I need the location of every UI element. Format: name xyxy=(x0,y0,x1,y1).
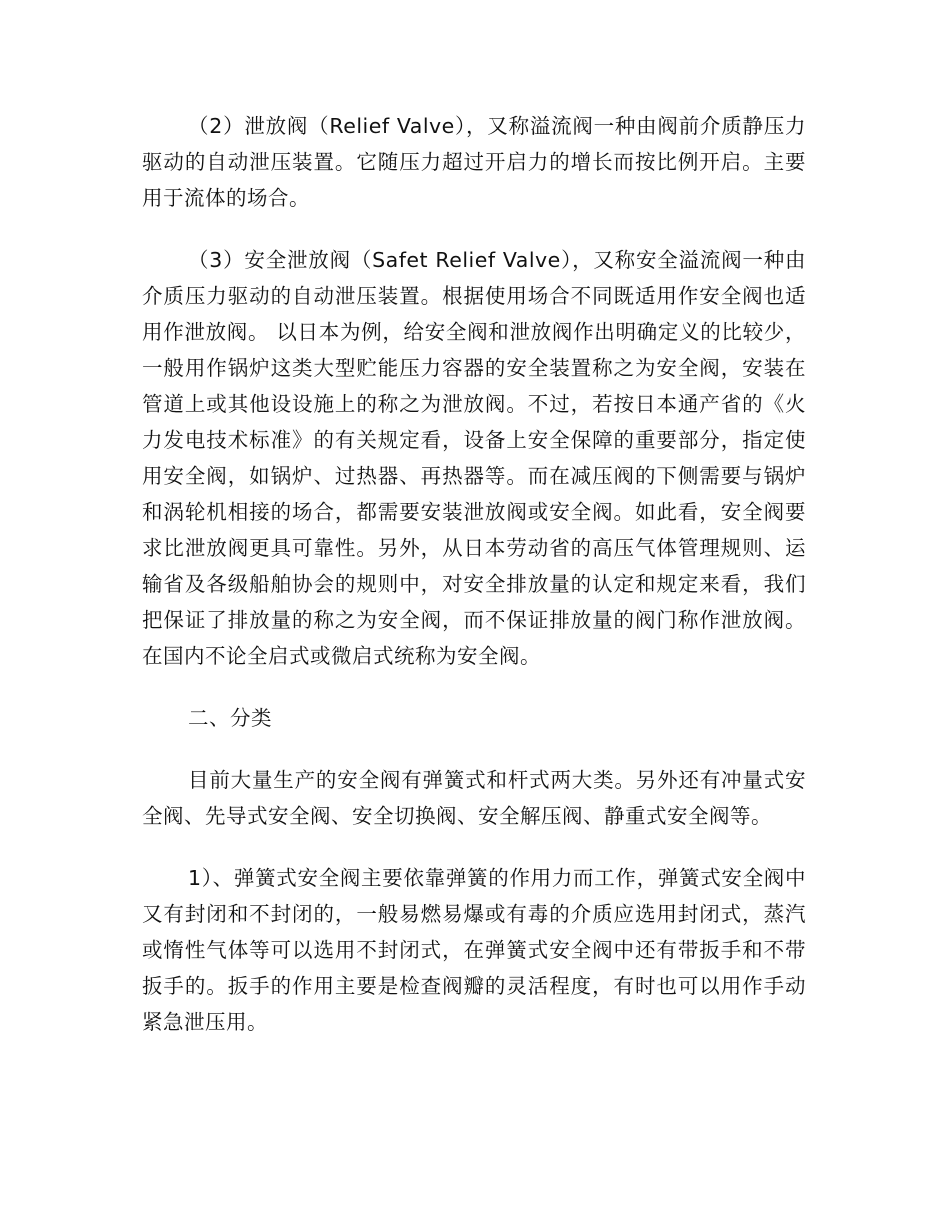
paragraph-relief-valve: （2）泄放阀（Relief Valve），又称溢流阀一种由阀前介质静压力驱动的自动泄压装置。它随压力超过开启力的增长而按比例开启。主要用于流体的场合。 xyxy=(142,114,806,210)
document-page xyxy=(142,108,806,1040)
paragraph-spring-safety-valve: 1）、弹簧式安全阀主要依靠弹簧的作用力而工作，弹簧式安全阀中又有封闭和不封闭的，一般易燃易爆或有毒的介质应选用封闭式，蒸汽或惰性气体等可以选用不封闭式，在弹簧式安全阀中还有带扳手和不带扳手的。扳手的作用主要是检查阀瓣的灵活程度，有时也可以用作手动紧急泄压用。 xyxy=(142,866,806,1034)
paragraph-safety-relief-valve: （3）安全泄放阀（Safet Relief Valve），又称安全溢流阀一种由介质压力驱动的自动泄压装置。根据使用场合不同既适用作安全阀也适用作泄放阀。 以日本为例，给安全阀和泄放阀作出明确定义的比较少，一般用作锅炉这类大型贮能压力容器的安全装置称之为安全阀，安装在管道上或其他设设施上的称之为泄放阀。不过，若按日本通产省的《火力发电技术标准》的有关规定看，设备上安全保障的重要部分，指定使用安全阀，如锅炉、过热器、再热器等。而在减压阀的下侧需要与锅炉和涡轮机相接的场合，都需要安装泄放阀或安全阀。如此看，安全阀要求比泄放阀更具可靠性。另外，从日本劳动省的高压气体管理规则、运输省及各级船舶协会的规则中，对安全排放量的认定和规定来看，我们把保证了排放量的称之为安全阀，而不保证排放量的阀门称作泄放阀。在国内不论全启式或微启式统称为安全阀。 xyxy=(142,248,806,668)
paragraph-classification-intro: 目前大量生产的安全阀有弹簧式和杆式两大类。另外还有冲量式安全阀、先导式安全阀、安全切换阀、安全解压阀、静重式安全阀等。 xyxy=(142,768,806,828)
section-heading-classification: 二、分类 xyxy=(188,706,272,730)
